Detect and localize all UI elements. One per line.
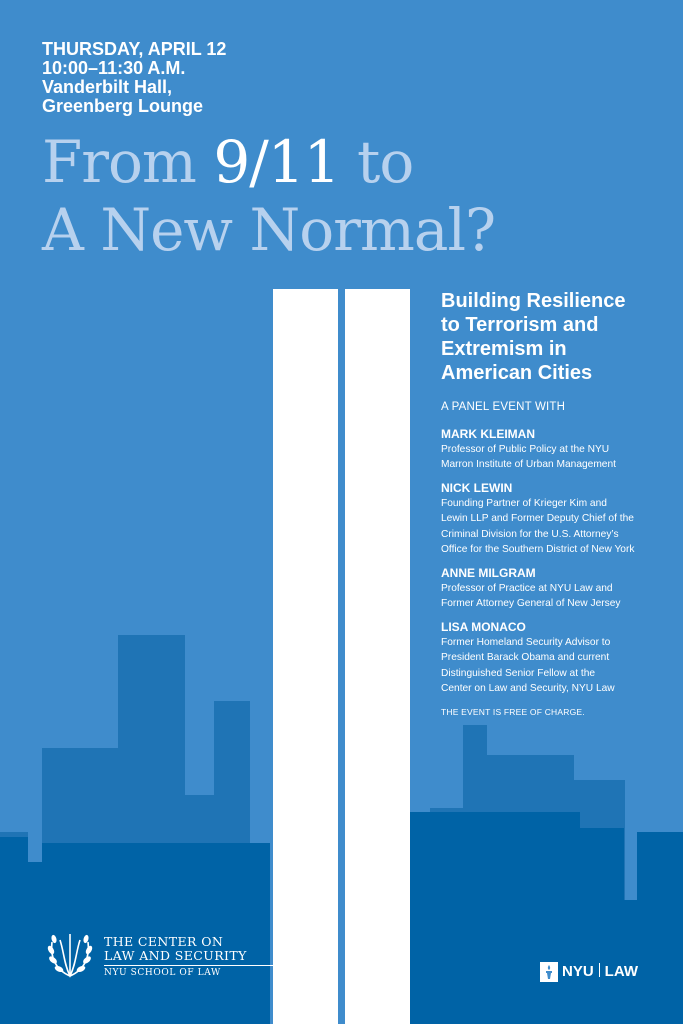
speaker-description: Professor of Public Policy at the NYU Marron Institute of Urban Management xyxy=(441,443,616,470)
speaker-description: Former Homeland Security Advisor to President Barack Obama and current Distinguished Senior Fellow at the Center on Law and Security, NYU Law xyxy=(441,636,615,694)
speaker-name: ANNE MILGRAM xyxy=(441,565,536,580)
event-subtitle: Building Resilience to Terrorism and Extremism in American Cities xyxy=(441,290,626,384)
event-details xyxy=(42,40,226,116)
center-name-line1: THE CENTER ON xyxy=(104,934,224,949)
center-name-line2: LAW AND SECURITY xyxy=(104,948,247,963)
free-admission-note: THE EVENT IS FREE OF CHARGE. xyxy=(441,706,585,717)
event-time: 10:00–11:30 A.M. xyxy=(42,58,186,78)
poster-headline xyxy=(42,128,495,264)
speaker-description: Founding Partner of Krieger Kim and Lewin LLP and Former Deputy Chief of the Criminal Division for the U.S. Attorney’s Office for the Southern District of New York xyxy=(441,497,635,555)
olive-branch-globe-icon xyxy=(42,926,98,982)
north-tower xyxy=(273,289,338,1024)
center-school: NYU SCHOOL OF LAW xyxy=(104,968,221,978)
speaker-name: LISA MONACO xyxy=(441,619,526,634)
event-venue-line2: Greenberg Lounge xyxy=(42,96,204,116)
panel-info xyxy=(441,400,676,720)
right-front-buildings xyxy=(410,812,683,1024)
speaker-name: MARK KLEIMAN xyxy=(441,426,535,441)
headline-emphasis: 9/11 xyxy=(213,128,340,196)
divider xyxy=(104,965,282,966)
south-tower xyxy=(345,289,410,1024)
panel-intro: A PANEL EVENT WITH xyxy=(441,401,566,413)
event-date: THURSDAY, APRIL 12 xyxy=(42,39,227,59)
headline-line2: A New Normal? xyxy=(42,196,496,264)
nyu-wordmark: NYU xyxy=(562,963,594,980)
torch-icon xyxy=(540,962,558,982)
speaker-description: Professor of Practice at NYU Law and Former Attorney General of New Jersey xyxy=(441,582,621,609)
event-venue-line1: Vanderbilt Hall, xyxy=(42,77,173,97)
speaker xyxy=(441,481,676,558)
speaker xyxy=(441,566,676,612)
center-on-law-and-security-logo xyxy=(42,926,252,984)
law-wordmark: LAW xyxy=(604,963,638,980)
speaker-name: NICK LEWIN xyxy=(441,480,513,495)
speaker xyxy=(441,427,676,473)
divider xyxy=(599,963,600,977)
nyu-law-logo xyxy=(540,962,650,982)
speaker xyxy=(441,620,676,697)
headline-line1: From 9/11 to xyxy=(42,128,414,196)
